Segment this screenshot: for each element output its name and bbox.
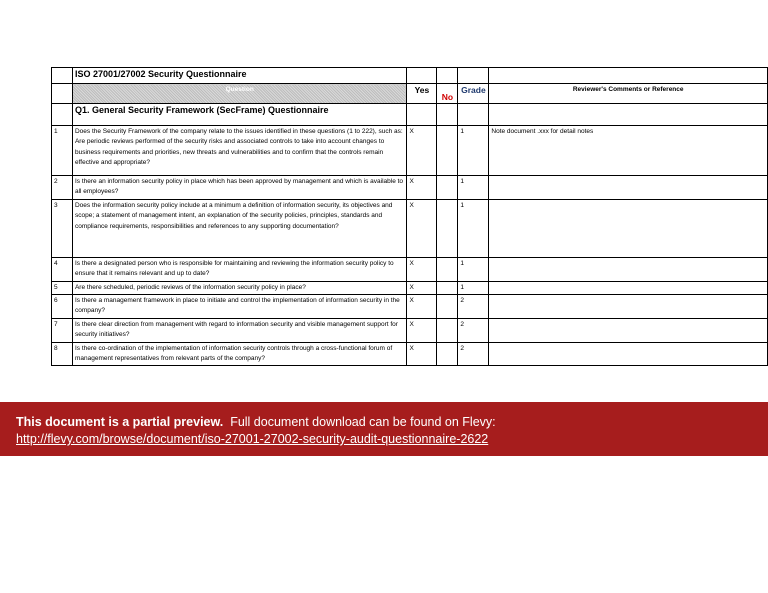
question-text: Is there a management framework in place to initiate and control the implementation of information security in the company?: [72, 295, 406, 319]
row-number: 8: [52, 342, 73, 366]
row-number: 3: [52, 199, 73, 257]
no-cell: [437, 257, 458, 281]
header-question: Question: [72, 84, 406, 104]
no-cell: [437, 342, 458, 366]
no-cell: [437, 295, 458, 319]
grade-cell: 1: [458, 176, 489, 200]
yes-cell: X: [407, 281, 437, 294]
yes-cell: X: [407, 176, 437, 200]
row-number: 1: [52, 126, 73, 176]
row-number: 2: [52, 176, 73, 200]
comment-cell: Note document .xxx for detail notes: [489, 126, 768, 176]
empty-cell: [437, 68, 458, 84]
question-text: Does the information security policy include at a minimum a definition of information security, its objectives and scope; a statement of management intent, an explanation of the security policies, principles, standards and compliance requirements, responsibilities and references to any supporting documentation?: [72, 199, 406, 257]
yes-cell: X: [407, 257, 437, 281]
header-grade: Grade: [458, 84, 489, 104]
empty-cell: [489, 104, 768, 126]
section-title: Q1. General Security Framework (SecFrame) Questionnaire: [72, 104, 406, 126]
sheet-title: ISO 27001/27002 Security Questionnaire: [72, 68, 406, 84]
comment-cell: [489, 318, 768, 342]
table-row: [52, 257, 768, 281]
corner-cell: [52, 84, 73, 104]
preview-banner: [0, 402, 768, 456]
grade-cell: 1: [458, 126, 489, 176]
grade-cell: 1: [458, 257, 489, 281]
grade-cell: 2: [458, 318, 489, 342]
grade-cell: 1: [458, 281, 489, 294]
row-number: 4: [52, 257, 73, 281]
empty-cell: [437, 104, 458, 126]
row-number: 5: [52, 281, 73, 294]
grade-cell: 2: [458, 295, 489, 319]
no-cell: [437, 281, 458, 294]
row-number: 7: [52, 318, 73, 342]
yes-cell: X: [407, 295, 437, 319]
banner-bold-text: This document is a partial preview.: [16, 415, 224, 429]
comment-cell: [489, 199, 768, 257]
question-text: Is there an information security policy in place which has been approved by management and which is available to all employees?: [72, 176, 406, 200]
empty-cell: [458, 68, 489, 84]
question-text: Is there co-ordination of the implementation of information security controls through a cross-functional forum of management representatives from relevant parts of the company?: [72, 342, 406, 366]
no-cell: [437, 318, 458, 342]
corner-cell: [52, 104, 73, 126]
yes-cell: X: [407, 126, 437, 176]
comment-cell: [489, 281, 768, 294]
question-text: Is there a designated person who is responsible for maintaining and reviewing the information security policy to ensure that it remains relevant and up to date?: [72, 257, 406, 281]
table-row: [52, 295, 768, 319]
table-row: [52, 281, 768, 294]
table-row: [52, 342, 768, 366]
comment-cell: [489, 176, 768, 200]
comment-cell: [489, 257, 768, 281]
row-number: 6: [52, 295, 73, 319]
header-yes: Yes: [407, 84, 437, 104]
no-cell: [437, 199, 458, 257]
header-no: No: [437, 84, 458, 104]
empty-cell: [407, 68, 437, 84]
empty-cell: [407, 104, 437, 126]
question-text: Does the Security Framework of the company relate to the issues identified in these questions (1 to 222), such as: Are periodic reviews performed of the security risks and associated controls to take into account changes to business requirements and priorities, new threats and vulnerabilities and to confirm that the controls remain effective and appropriate?: [72, 126, 406, 176]
grade-cell: 1: [458, 199, 489, 257]
no-cell: [437, 126, 458, 176]
questionnaire-table: [51, 67, 768, 366]
comment-cell: [489, 295, 768, 319]
banner-text: Full document download can be found on Flevy:: [230, 415, 496, 429]
yes-cell: X: [407, 318, 437, 342]
no-cell: [437, 176, 458, 200]
banner-message: [16, 415, 496, 429]
corner-cell: [52, 68, 73, 84]
download-link[interactable]: http://flevy.com/browse/document/iso-27001-27002-security-audit-questionnaire-2622: [16, 432, 489, 446]
yes-cell: X: [407, 342, 437, 366]
empty-cell: [489, 68, 768, 84]
comment-cell: [489, 342, 768, 366]
question-text: Are there scheduled, periodic reviews of the information security policy in place?: [72, 281, 406, 294]
grade-cell: 2: [458, 342, 489, 366]
question-text: Is there clear direction from management with regard to information security and visible management support for security initiatives?: [72, 318, 406, 342]
table-row: [52, 199, 768, 257]
table-row: [52, 318, 768, 342]
empty-cell: [458, 104, 489, 126]
table-row: [52, 126, 768, 176]
yes-cell: X: [407, 199, 437, 257]
header-comments: Reviewer's Comments or Reference: [489, 84, 768, 104]
table-row: [52, 176, 768, 200]
